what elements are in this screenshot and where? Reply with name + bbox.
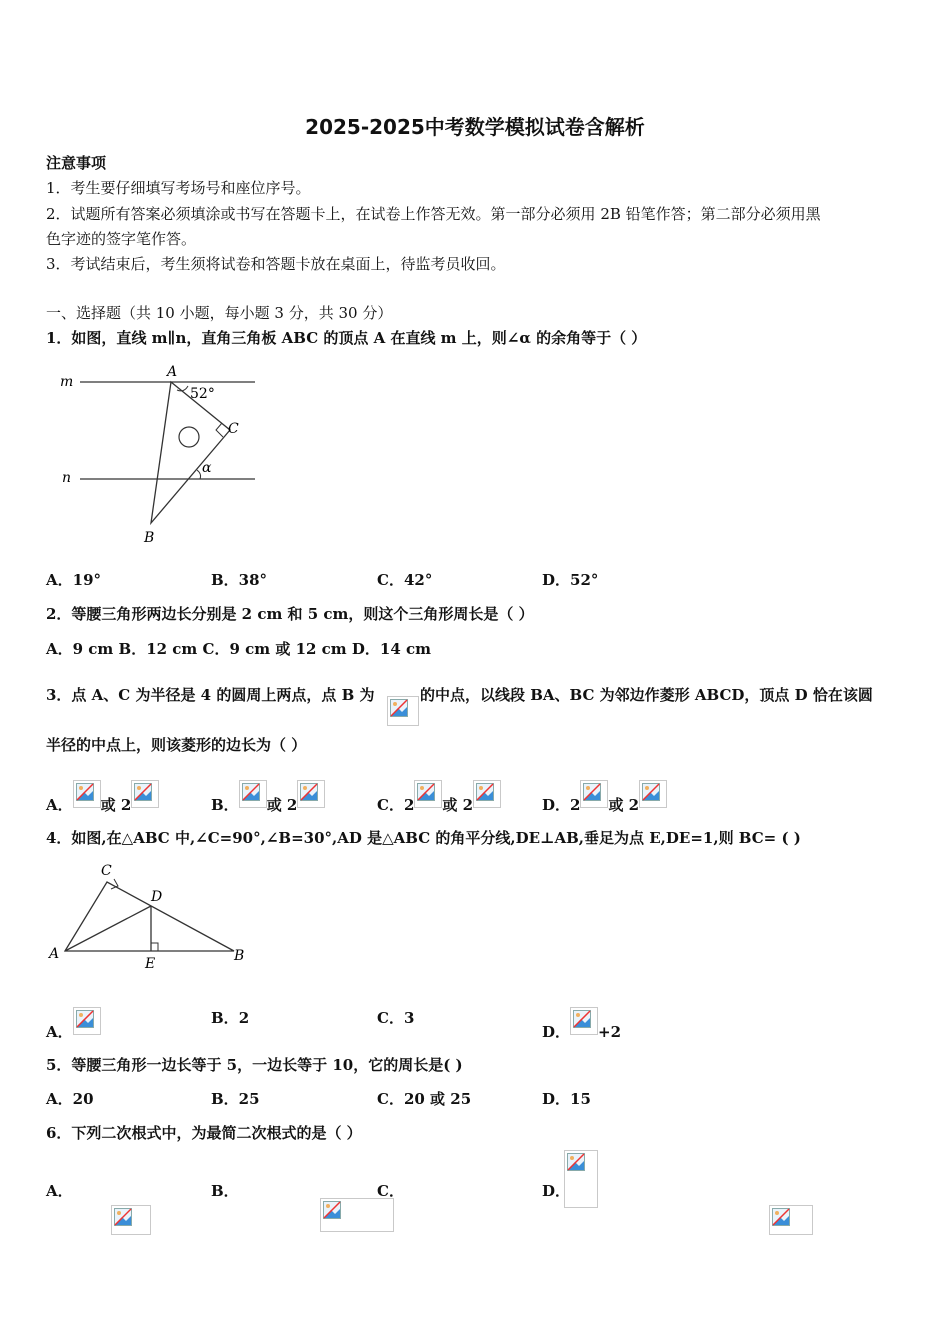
q2-options[interactable]: A．9 cm B．12 cm C．9 cm 或 12 cm D．14 cm xyxy=(46,640,432,658)
notice-item-1: 1．考生要仔细填写考场号和座位序号。 xyxy=(46,179,311,197)
q4-option-c-text: 3 xyxy=(403,1009,415,1027)
notice-item-3: 3．考试结束后，考生须将试卷和答题卡放在桌面上，待监考员收回。 xyxy=(46,255,506,273)
q6-option-a[interactable] xyxy=(46,1180,73,1201)
q4-option-a-label: A． xyxy=(46,1023,73,1041)
q3-option-d-formula2-icon xyxy=(639,780,667,808)
label-b: B xyxy=(234,948,245,964)
q6-option-d[interactable] xyxy=(542,1180,570,1201)
q3-option-d-or: 或 2 xyxy=(608,796,640,814)
q6-option-b-radical-icon xyxy=(320,1198,394,1232)
right-angle-e xyxy=(151,943,158,951)
q1-figure xyxy=(50,360,270,550)
q3-option-a-or: 或 2 xyxy=(100,796,132,814)
triangle-abc xyxy=(151,382,230,523)
q4-option-c-label: C． xyxy=(377,1009,404,1027)
angle-alpha-arc xyxy=(197,470,201,479)
q2-stem: 2．等腰三角形两边长分别是 2 cm 和 5 cm，则这个三角形周长是（ ） xyxy=(46,605,534,623)
q5-option-a[interactable]: A．20 xyxy=(46,1090,94,1108)
q1-option-b[interactable]: B．38° xyxy=(211,571,268,589)
q3-option-b[interactable] xyxy=(211,780,325,815)
q3-option-b-formula-icon xyxy=(239,780,267,808)
q1-option-c[interactable]: C．42° xyxy=(377,571,433,589)
q6-option-d-label: D． xyxy=(542,1182,571,1200)
q3-option-c-or: 或 2 xyxy=(442,796,474,814)
q6-option-a-label: A． xyxy=(46,1182,73,1200)
q4-option-b-text: 2 xyxy=(238,1009,250,1027)
label-c: C xyxy=(101,863,112,879)
label-b: B xyxy=(144,530,155,546)
q3-arc-image-icon xyxy=(387,696,419,726)
q3-option-d-label: D． xyxy=(542,796,571,814)
label-m: m xyxy=(60,374,74,390)
q3-option-b-or: 或 2 xyxy=(266,796,298,814)
label-angle-52: 52° xyxy=(190,386,215,402)
label-c: C xyxy=(228,421,239,437)
label-e: E xyxy=(145,956,156,972)
q1-option-a[interactable]: A．19° xyxy=(46,571,102,589)
q6-option-c[interactable] xyxy=(377,1180,404,1201)
section-heading: 一、选择题（共 10 小题，每小题 3 分，共 30 分） xyxy=(46,304,393,322)
q1-option-d[interactable]: D．52° xyxy=(542,571,599,589)
q6-option-b[interactable] xyxy=(211,1180,239,1201)
q4-option-c[interactable] xyxy=(377,1007,414,1028)
q3-option-a[interactable] xyxy=(46,780,159,815)
q3-stem-part1: 3．点 A、C 为半径是 4 的圆周上两点，点 B 为 xyxy=(46,686,375,704)
notice-heading: 注意事项 xyxy=(46,154,107,172)
q4-option-d-formula-icon xyxy=(570,1007,598,1035)
q4-option-b-label: B． xyxy=(211,1009,239,1027)
q3-stem-part2: 的中点，以线段 BA、BC 为邻边作菱形 ABCD，顶点 D 恰在该圆 xyxy=(420,686,873,704)
triangle-abc xyxy=(65,882,234,951)
q3-option-c[interactable] xyxy=(377,780,501,815)
q3-option-c-label: C． xyxy=(377,796,404,814)
q3-option-b-label: B． xyxy=(211,796,239,814)
q1-stem: 1．如图，直线 m∥n，直角三角板 ABC 的顶点 A 在直线 m 上，则∠α 的余角等于（ ） xyxy=(46,329,647,347)
notice-item-2-cont: 色字迹的签字笔作答。 xyxy=(46,230,197,248)
q5-option-b[interactable]: B．25 xyxy=(211,1090,260,1108)
q5-option-c[interactable]: C．20 或 25 xyxy=(377,1090,472,1108)
q6-option-d-radical-icon xyxy=(769,1205,813,1235)
segment-ad xyxy=(65,906,151,951)
q4-figure xyxy=(44,858,254,978)
q6-option-b-label: B． xyxy=(211,1182,239,1200)
q4-option-d[interactable] xyxy=(542,1007,621,1042)
q3-stem-part3: 半径的中点上，则该菱形的边长为（ ） xyxy=(46,736,307,754)
triangle-hole xyxy=(179,427,199,447)
q3-option-a-formula-icon xyxy=(73,780,101,808)
label-a: A xyxy=(49,946,60,962)
q3-option-d[interactable] xyxy=(542,780,667,815)
page-title: 2025-2025中考数学模拟试卷含解析 xyxy=(305,115,645,139)
q3-option-b-formula2-icon xyxy=(297,780,325,808)
q3-option-c-coef: 2 xyxy=(403,796,415,814)
q4-option-a[interactable] xyxy=(46,1007,101,1042)
q3-option-d-formula-icon xyxy=(580,780,608,808)
q4-option-d-text: +2 xyxy=(598,1023,622,1041)
q4-stem: 4．如图,在△ABC 中,∠C=90°,∠B=30°,AD 是△ABC 的角平分线,DE⊥AB,垂足为点 E,DE=1,则 BC= ( ) xyxy=(46,829,801,847)
label-a: A xyxy=(167,364,178,380)
label-n: n xyxy=(62,470,72,486)
q6-stem: 6．下列二次根式中，为最简二次根式的是（ ） xyxy=(46,1124,362,1142)
q5-option-d[interactable]: D．15 xyxy=(542,1090,591,1108)
q4-option-d-label: D． xyxy=(542,1023,571,1041)
notice-item-2: 2．试题所有答案必须填涂或书写在答题卡上，在试卷上作答无效。第一部分必须用 2B 铅笔作答；第二部分必须用黑 xyxy=(46,205,821,223)
q3-option-a-formula2-icon xyxy=(131,780,159,808)
label-d: D xyxy=(151,889,163,905)
q3-option-a-label: A． xyxy=(46,796,73,814)
right-angle-mark xyxy=(216,423,223,437)
q4-option-a-formula-icon xyxy=(73,1007,101,1035)
q3-option-c-formula-icon xyxy=(414,780,442,808)
q6-option-c-label: C． xyxy=(377,1182,404,1200)
label-alpha: α xyxy=(202,460,212,476)
q4-option-b[interactable] xyxy=(211,1007,249,1028)
q6-option-a-radical-icon xyxy=(111,1205,151,1235)
q5-stem: 5．等腰三角形一边长等于 5，一边长等于 10，它的周长是( ) xyxy=(46,1056,463,1074)
q3-option-d-coef: 2 xyxy=(570,796,581,814)
q3-option-c-formula2-icon xyxy=(473,780,501,808)
